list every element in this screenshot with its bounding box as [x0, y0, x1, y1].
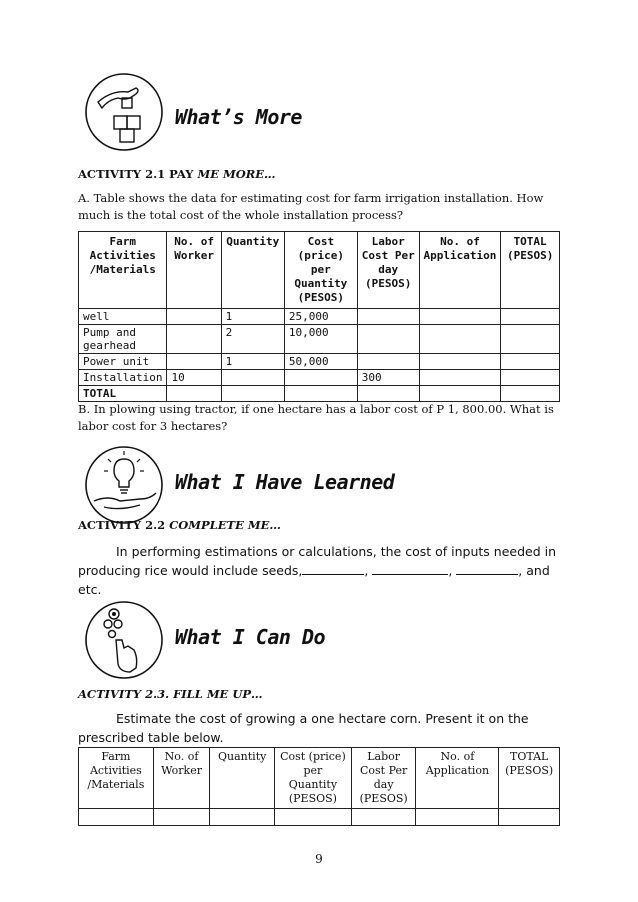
blank-field[interactable]: [302, 562, 364, 575]
table-total-row: [79, 386, 560, 402]
paragraph-text: , and etc.: [78, 563, 550, 597]
column-header: Farm Activities /Materials: [79, 232, 167, 309]
table-cell[interactable]: 10,000: [284, 325, 357, 354]
page-number: 9: [315, 852, 323, 866]
section-title: What I Can Do: [175, 625, 326, 649]
table-cell[interactable]: [419, 386, 501, 402]
column-header: Labor Cost Per day (PESOS): [357, 232, 419, 309]
table-cell[interactable]: [357, 386, 419, 402]
hand-gears-icon: [84, 600, 164, 680]
table-row: [79, 809, 560, 826]
table-cell[interactable]: [501, 386, 560, 402]
blank-field[interactable]: [456, 562, 518, 575]
table-header-row: [79, 232, 560, 309]
table-cell[interactable]: [167, 309, 221, 325]
table-cell[interactable]: [167, 386, 221, 402]
column-header: No. of Application: [419, 232, 501, 309]
table-cell[interactable]: [501, 325, 560, 354]
fill-in-paragraph: [78, 542, 560, 599]
table-cell[interactable]: [210, 809, 275, 826]
table-cell[interactable]: [221, 370, 284, 386]
instruction-b: B. In plowing using tractor, if one hectare has a labor cost of P 1, 800.00. What is labor cost for 3 hectares?: [78, 402, 554, 433]
table-cell[interactable]: [153, 809, 210, 826]
blank-field[interactable]: [372, 562, 448, 575]
table-cell[interactable]: [419, 309, 501, 325]
table-cell[interactable]: [501, 354, 560, 370]
section-title: What I Have Learned: [175, 470, 395, 494]
table-cell[interactable]: 300: [357, 370, 419, 386]
table-cell[interactable]: 1: [221, 354, 284, 370]
table-cell[interactable]: 50,000: [284, 354, 357, 370]
section-title: What’s More: [175, 105, 302, 129]
table-cell[interactable]: [499, 809, 560, 826]
column-header: No. of Worker: [167, 232, 221, 309]
column-header: Quantity: [221, 232, 284, 309]
table-cell[interactable]: [357, 309, 419, 325]
column-header: TOTAL (PESOS): [501, 232, 560, 309]
column-header: Quantity: [210, 748, 275, 809]
table-cell[interactable]: 10: [167, 370, 221, 386]
table-cell[interactable]: 2: [221, 325, 284, 354]
table-cell[interactable]: Installation: [79, 370, 167, 386]
paragraph-text: ,: [448, 563, 457, 578]
column-header: Cost (price) per Quantity (PESOS): [275, 748, 352, 809]
activity-label-text: ACTIVITY 2.1 PAY: [78, 167, 198, 181]
table-cell[interactable]: [351, 809, 416, 826]
table-cell[interactable]: [284, 386, 357, 402]
activity-label-italic: ME MORE…: [197, 167, 276, 181]
column-header: No. of Worker: [153, 748, 210, 809]
hand-stacking-blocks-icon: [84, 72, 164, 152]
activity-label-italic: COMPLETE ME…: [169, 518, 281, 532]
table-cell[interactable]: [357, 325, 419, 354]
paragraph-text: In performing estimations or calculations, the cost of inputs needed in producing rice would include seeds,: [78, 544, 557, 578]
column-header: Farm Activities /Materials: [79, 748, 154, 809]
corn-cost-table: [78, 747, 560, 826]
table-row: [79, 354, 560, 370]
table-cell[interactable]: well: [79, 309, 167, 325]
table-header-row: [79, 748, 560, 809]
table-row: [79, 309, 560, 325]
table-cell[interactable]: Power unit: [79, 354, 167, 370]
activity-label: [78, 167, 276, 181]
table-cell[interactable]: [275, 809, 352, 826]
column-header: No. of Application: [416, 748, 499, 809]
column-header: Labor Cost Per day (PESOS): [351, 748, 416, 809]
table-cell[interactable]: [419, 370, 501, 386]
table-cell[interactable]: 25,000: [284, 309, 357, 325]
table-cell[interactable]: [221, 386, 284, 402]
table-cell[interactable]: [167, 325, 221, 354]
table-cell[interactable]: [167, 354, 221, 370]
table-cell[interactable]: [501, 309, 560, 325]
table-cell[interactable]: [79, 809, 154, 826]
section-header-what-i-can-do: [84, 600, 564, 692]
instruction-c: Estimate the cost of growing a one hectare corn. Present it on the prescribed table below.: [78, 711, 529, 745]
table-cell[interactable]: [357, 354, 419, 370]
table-cell[interactable]: Pump and gearhead: [79, 325, 167, 354]
table-cell[interactable]: [419, 325, 501, 354]
table-cell[interactable]: [284, 370, 357, 386]
table-cell[interactable]: [416, 809, 499, 826]
column-header: Cost (price) per Quantity (PESOS): [284, 232, 357, 309]
section-header-whats-more: [84, 72, 564, 164]
activity-label-text: ACTIVITY 2.2: [78, 518, 170, 532]
paragraph-text: ,: [364, 563, 373, 578]
activity-label: [78, 518, 281, 532]
instruction-a: A. Table shows the data for estimating cost for farm irrigation installation. How much is the total cost of the whole installation process?: [78, 191, 544, 222]
column-header: TOTAL (PESOS): [499, 748, 560, 809]
table-row: [79, 325, 560, 354]
table-cell[interactable]: 1: [221, 309, 284, 325]
table-cell[interactable]: [419, 354, 501, 370]
table-cell[interactable]: [501, 370, 560, 386]
irrigation-cost-table: [78, 231, 560, 402]
table-cell[interactable]: TOTAL: [79, 386, 167, 402]
table-row: [79, 370, 560, 386]
activity-label: ACTIVITY 2.3. FILL ME UP…: [78, 687, 263, 701]
hand-lightbulb-icon: [84, 445, 164, 525]
